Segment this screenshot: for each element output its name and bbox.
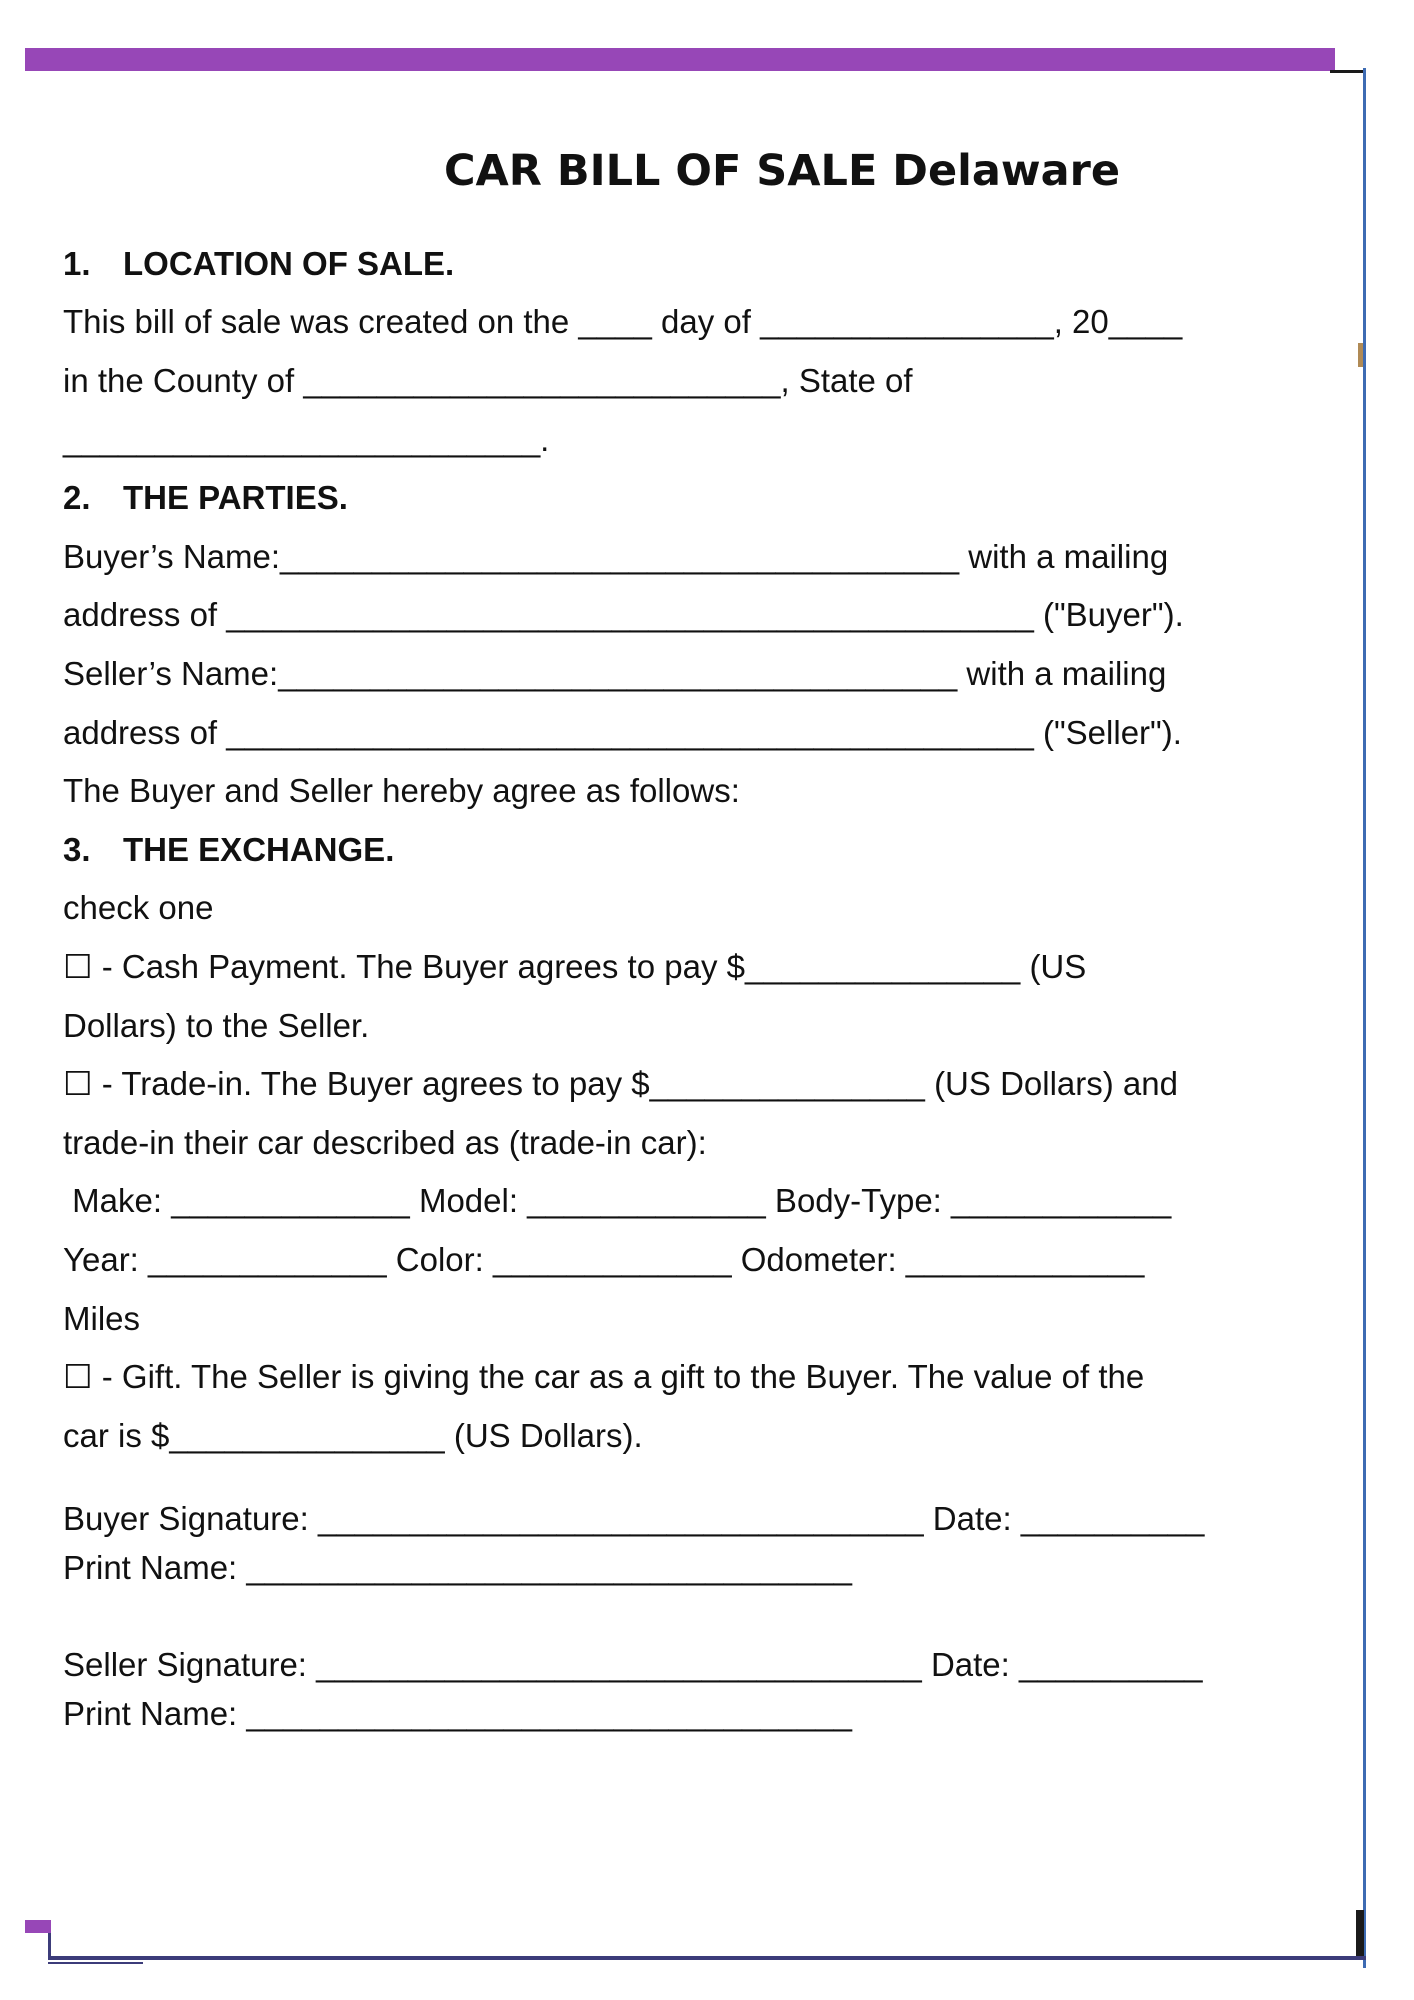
bottom-accent-square	[25, 1920, 51, 1933]
section-3-heading	[63, 830, 394, 870]
buyer-print-name-line: Print Name: _________________________________	[63, 1549, 853, 1586]
check-one-instruction: check one	[63, 889, 214, 926]
bottom-border-accent	[48, 1962, 143, 1964]
cash-payment-option[interactable]: ☐ - Cash Payment. The Buyer agrees to pay $_______________ (US	[63, 948, 1087, 985]
gift-option[interactable]: ☐ - Gift. The Seller is giving the car as a gift to the Buyer. The value of the	[63, 1358, 1145, 1395]
agreement-line: The Buyer and Seller hereby agree as follows:	[63, 772, 740, 809]
sale-county-line: in the County of __________________________, State of	[63, 362, 913, 399]
gift-continued: car is $_______________ (US Dollars).	[63, 1417, 643, 1454]
buyer-address-line: address of ____________________________________________ ("Buyer").	[63, 596, 1184, 633]
seller-signature-line: Seller Signature: _________________________________ Date: __________	[63, 1646, 1203, 1683]
buyer-signature-line: Buyer Signature: _________________________________ Date: __________	[63, 1500, 1205, 1537]
top-accent-bar	[25, 48, 1335, 71]
section-3-number: 3.	[63, 831, 91, 868]
section-3-title: THE EXCHANGE.	[123, 831, 395, 868]
document-title: CAR BILL OF SALE Delaware	[443, 146, 1121, 196]
section-2-heading	[63, 478, 348, 518]
seller-name-line: Seller’s Name:_____________________________________ with a mailing	[63, 655, 1167, 692]
section-1-number: 1.	[63, 245, 91, 282]
section-1-title: LOCATION OF SALE.	[123, 245, 455, 282]
seller-print-name-line: Print Name: _________________________________	[63, 1695, 853, 1732]
trade-in-miles-line: Miles	[63, 1300, 141, 1337]
seller-address-line: address of ____________________________________________ ("Seller").	[63, 714, 1182, 751]
bottom-page-border	[48, 1956, 1366, 1960]
section-2-number: 2.	[63, 479, 91, 516]
bottom-left-tick	[48, 1930, 51, 1960]
trade-in-year-color-line: Year: _____________ Color: _____________ Odometer: _____________	[63, 1241, 1145, 1278]
sale-state-line: __________________________.	[63, 421, 550, 458]
sale-date-line: This bill of sale was created on the ____ day of ________________, 20____	[63, 303, 1183, 340]
right-border-marker	[1358, 343, 1363, 367]
right-page-border	[1363, 68, 1366, 1968]
right-bottom-corner	[1356, 1910, 1364, 1958]
top-bar-tick	[1330, 70, 1366, 73]
buyer-name-line: Buyer’s Name:_____________________________________ with a mailing	[63, 538, 1169, 575]
cash-payment-continued: Dollars) to the Seller.	[63, 1007, 370, 1044]
section-1-heading	[63, 244, 454, 284]
trade-in-option[interactable]: ☐ - Trade-in. The Buyer agrees to pay $_______________ (US Dollars) and	[63, 1065, 1178, 1102]
section-2-title: THE PARTIES.	[123, 479, 348, 516]
trade-in-continued: trade-in their car described as (trade-in car):	[63, 1124, 707, 1161]
trade-in-make-model-line: Make: _____________ Model: _____________ Body-Type: ____________	[63, 1182, 1172, 1219]
